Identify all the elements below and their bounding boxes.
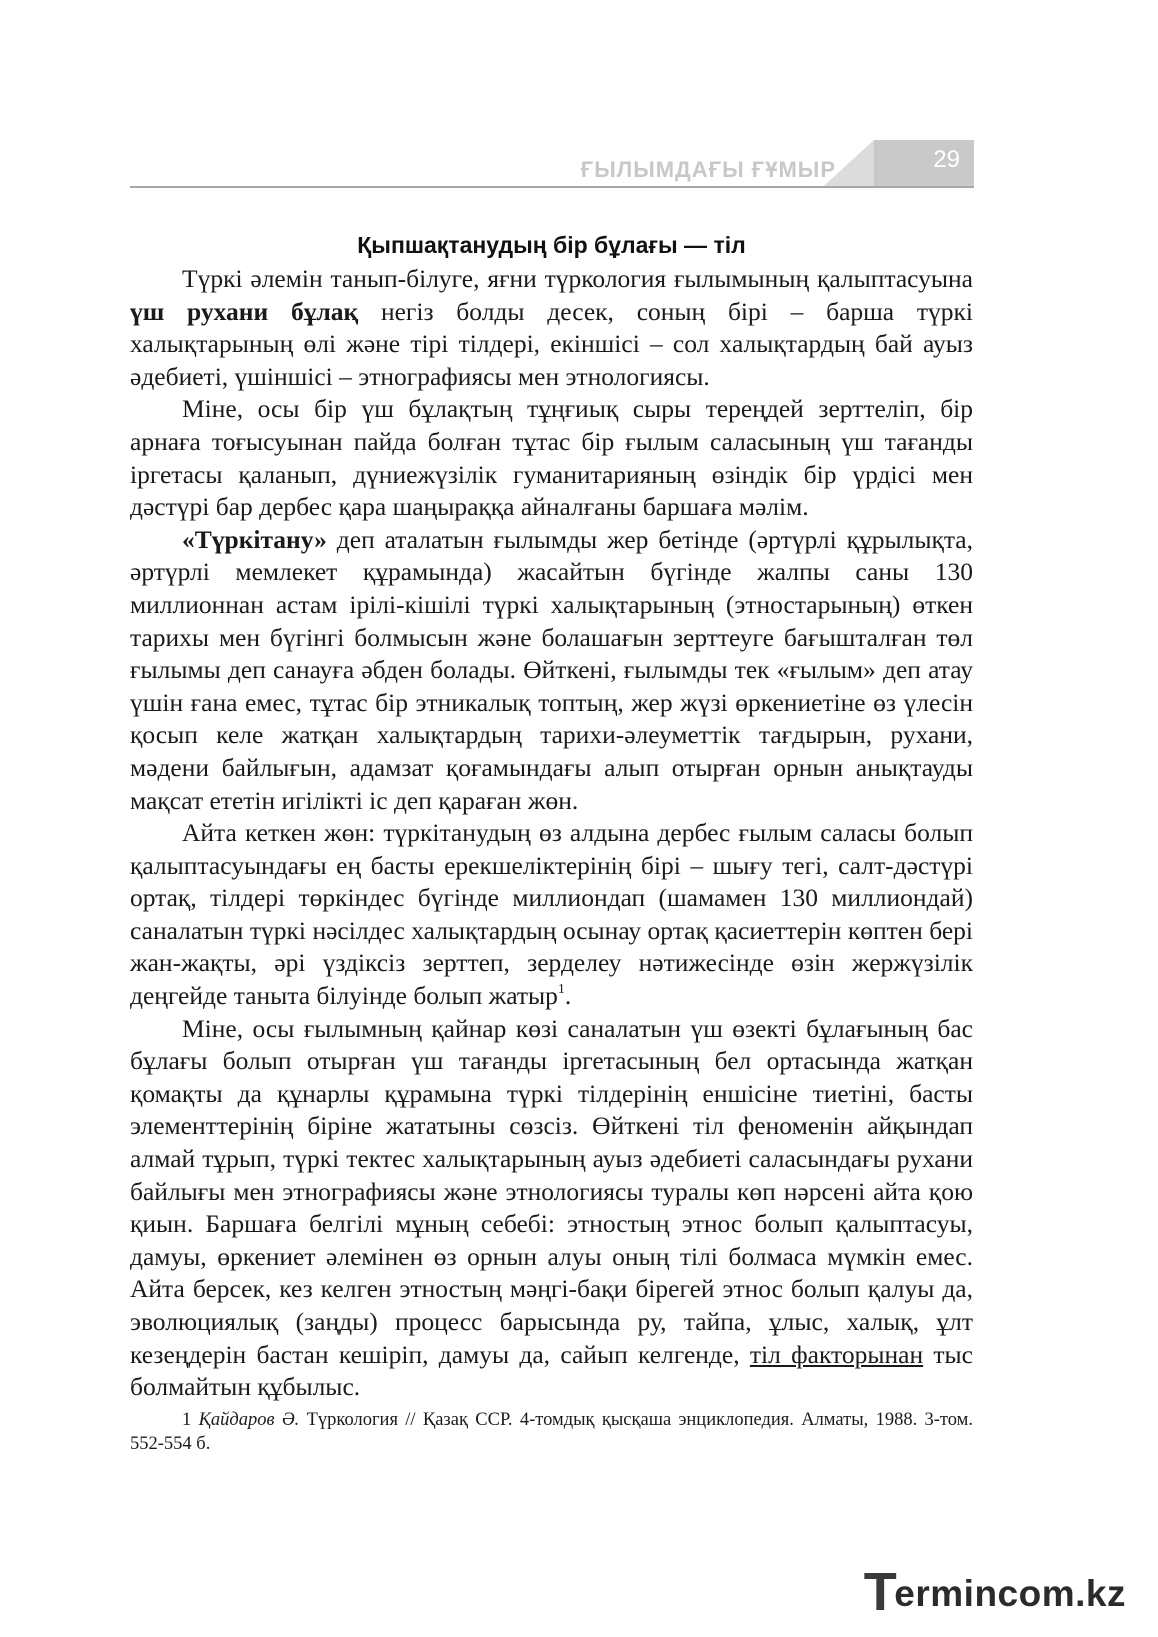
paragraph-1-text-b: негіз болды десек, соның бірі – барша түркі халықтарының өлі және тірі тілдері, екіншісі – сол халықтардың бай ауыз әдебиеті, үшіншісі – этнографиясы мен этнологиясы. bbox=[130, 296, 973, 391]
paragraph-4 bbox=[130, 817, 973, 1013]
paragraph-3-text: деп аталатын ғылымды жер бетінде (әртүрлі құрылықта, әртүрлі мемлекет құрамында) жасайтын бүгінде жалпы саны 130 миллионнан астам ірілі-кішілі түркі халықтарының (этностарының) өткен тарихы мен бүгінгі болмысын және болашағын зерттеуге бағышталған төл ғылымы деп санауға әбден болады. Өйткені, ғылымды тек «ғылым» деп атау үшін ғана емес, тұтас бір этникалық топтың, жер жүзі өркениетіне өз үлесін қосып келе жатқан халықтардың тарихи-әлеуметтік тағдырын, рухани, мәдени байлығын, адамзат қоғамындағы алып отырған орнын анықтауды мақсат ететін игілікті іс деп қараған жөн. bbox=[130, 524, 973, 815]
paragraph-2: Міне, осы бір үш бұлақтың тұңғиық сыры тереңдей зерттеліп, бір арнаға тоғысуынан пайда болған тұтас бір ғылым саласының үш тағанды іргетасы қаланып, дүниежүзілік гуманитарияның өзіндік бір үрдісі мен дәстүрі бар дербес қара шаңыраққа айналғаны баршаға мәлім. bbox=[130, 394, 973, 522]
article-body bbox=[130, 230, 973, 1474]
paragraph-5-text-a: Міне, осы ғылымның қайнар көзі саналатын үш өзекті бұлағының бас бұлағы болып отырған үш тағанды іргетасының бел ортасында жатқан қомақты да құнарлы құрамына түркі тілдерінің еншісіне тиетіні, басты элементтерінің біріне жататыны сөзсіз. Өйткені тіл феноменін айқындап алмай тұрып, түркі тектес халықтарының ауыз әдебиеті саласындағы рухани байлығы мен этнографиясы және этнологиясы туралы көп нәрсені айта қою қиын. Баршаға белгілі мұның себебі: этностың этнос болып қалыптасуы, дамуы, өркениет әлемінен өз орнын алуы оның тілі болмаса мүмкін емес. Айта берсек, кез келген этностың мәңгі-бақи бірегей этнос болып қалуы да, эволюциялық (заңды) процесс барысында ру, тайпа, ұлыс, халық, ұлт кезеңдерін бастан кешіріп, дамуы да, сайып келгенде, bbox=[130, 1013, 973, 1369]
running-header bbox=[130, 140, 974, 188]
paragraph-4-text-a: Айта кеткен жөн: түркітанудың өз алдына дербес ғылым саласы болып қалыптасуындағы ең басты ерекшеліктерінің бірі – шығу тегі, салт-дәстүрі ортақ, тілдері төркіндес бүгінде миллиондап (шамамен 130 миллиондай) саналатын түркі нәсілдес халықтардың осынау ортақ қасиеттерін көптен бері жан-жақты, әрі үздіксіз зерттеп, зерделеу нәтижесінде өзін жержүзілік деңгейде таныта білуінде болып жатыр bbox=[130, 818, 973, 1011]
paragraph-1-text-a: Түркі әлемін танып-білуге, яғни түркология ғылымының қалыптасуына bbox=[182, 264, 973, 293]
footnote-reference[interactable]: 1 bbox=[557, 982, 565, 998]
running-title: ҒЫЛЫМДАҒЫ ҒҰМЫР bbox=[580, 157, 836, 182]
footnote-text: Түркология // Қазақ ССР. 4-томдық қысқаша энциклопедия. Алматы, 1988. 3-том. 552-554 б. bbox=[130, 1409, 974, 1454]
paragraph-5 bbox=[130, 1013, 973, 1404]
paragraph-4-text-b: . bbox=[564, 981, 572, 1011]
article-title: Қыпшақтанудың бір бұлағы — тіл bbox=[357, 232, 746, 258]
paragraph-1-bold: үш рухани бұлақ bbox=[130, 296, 359, 326]
paragraph-1 bbox=[130, 263, 973, 393]
paragraph-5-text-b: тыс болмайтын құбылыс. bbox=[130, 1339, 973, 1402]
site-watermark bbox=[863, 1562, 1126, 1622]
footnote-number: 1 bbox=[182, 1409, 192, 1430]
watermark-text-2: m.kz bbox=[1041, 1573, 1126, 1614]
paragraph-3 bbox=[130, 524, 973, 817]
paragraph-3-bold: «Түркітану» bbox=[182, 524, 327, 554]
watermark-text-1: ermincо bbox=[894, 1573, 1042, 1614]
page-number: 29 bbox=[933, 146, 960, 173]
page-number-tab bbox=[824, 140, 974, 186]
footnote-author: Қайдаров Ә. bbox=[198, 1409, 300, 1430]
watermark-t: T bbox=[863, 1562, 898, 1622]
header-rule bbox=[130, 186, 974, 188]
footnote bbox=[130, 1408, 973, 1456]
paragraph-5-underlined: тіл факторынан bbox=[749, 1339, 924, 1369]
